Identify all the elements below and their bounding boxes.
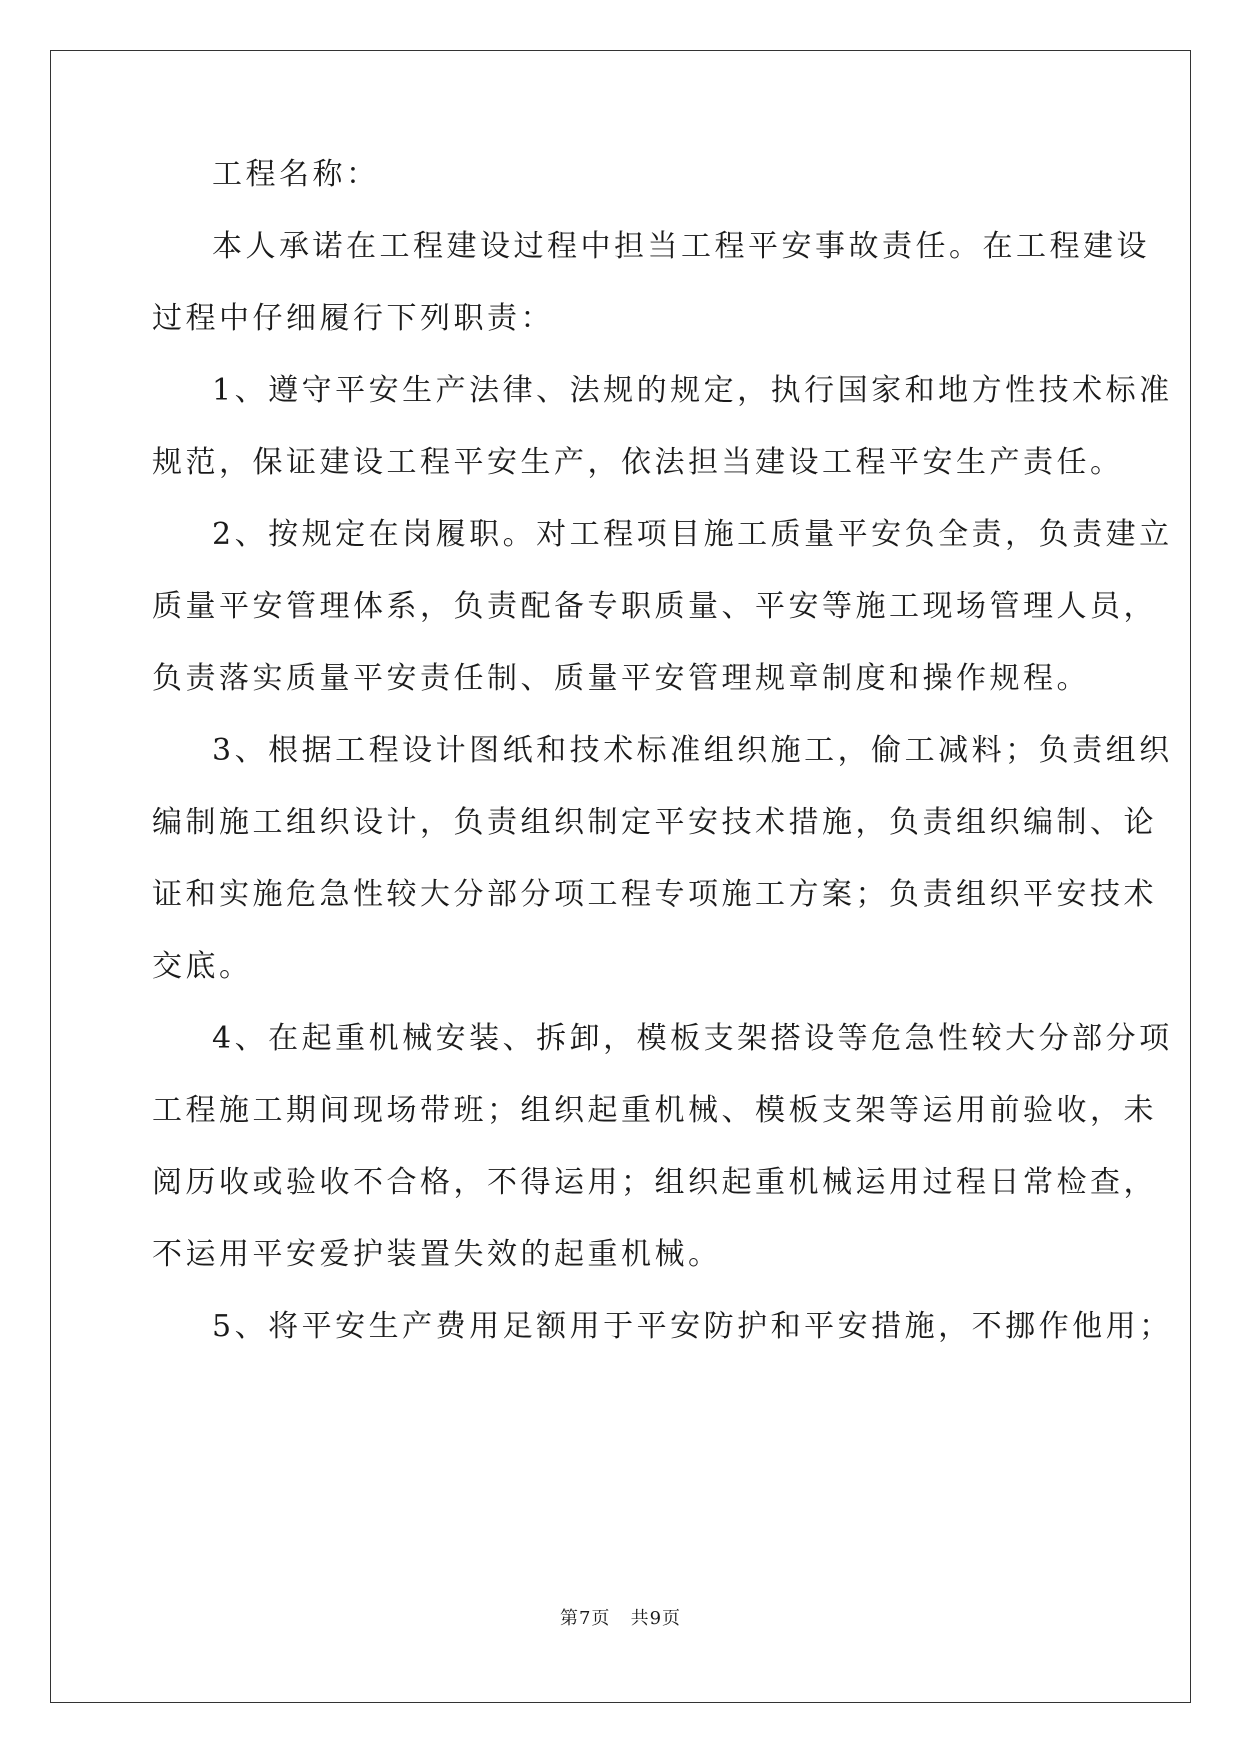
paragraph-3-line-2: 编制施工组织设计，负责组织制定平安技术措施，负责组织编制、论 (152, 805, 1157, 840)
paragraph-4-line-4: 不运用平安爱护装置失效的起重机械。 (152, 1237, 722, 1272)
paragraph-1-line-1: 1、遵守平安生产法律、法规的规定，执行国家和地方性技术标准 (212, 373, 1173, 408)
paragraph-1-line-2: 规范，保证建设工程平安生产，依法担当建设工程平安生产责任。 (152, 445, 1124, 480)
paragraph-3-line-4: 交底。 (152, 949, 253, 984)
paragraph-3-line-1: 3、根据工程设计图纸和技术标准组织施工，偷工减料；负责组织 (212, 733, 1173, 768)
paragraph-5-line-1: 5、将平安生产费用足额用于平安防护和平安措施，不挪作他用； (212, 1309, 1173, 1344)
page-number: 第7页 共9页 (559, 1608, 682, 1629)
paragraph-2-line-3: 负责落实质量平安责任制、质量平安管理规章制度和操作规程。 (152, 661, 1090, 696)
paragraph-intro-line-2: 过程中仔细履行下列职责： (152, 301, 554, 336)
paragraph-2-line-1: 2、按规定在岗履职。对工程项目施工质量平安负全责，负责建立 (212, 517, 1173, 552)
paragraph-4-line-1: 4、在起重机械安装、拆卸，模板支架搭设等危急性较大分部分项 (212, 1021, 1173, 1056)
paragraph-2-line-2: 质量平安管理体系，负责配备专职质量、平安等施工现场管理人员， (152, 589, 1157, 624)
paragraph-intro-line-1: 本人承诺在工程建设过程中担当工程平安事故责任。在工程建设 (212, 229, 1150, 264)
paragraph-4-line-2: 工程施工期间现场带班；组织起重机械、模板支架等运用前验收，未 (152, 1093, 1157, 1128)
paragraph-4-line-3: 阅历收或验收不合格，不得运用；组织起重机械运用过程日常检查， (152, 1165, 1157, 1200)
paragraph-3-line-3: 证和实施危急性较大分部分项工程专项施工方案；负责组织平安技术 (152, 877, 1157, 912)
project-name-label: 工程名称： (212, 157, 380, 192)
